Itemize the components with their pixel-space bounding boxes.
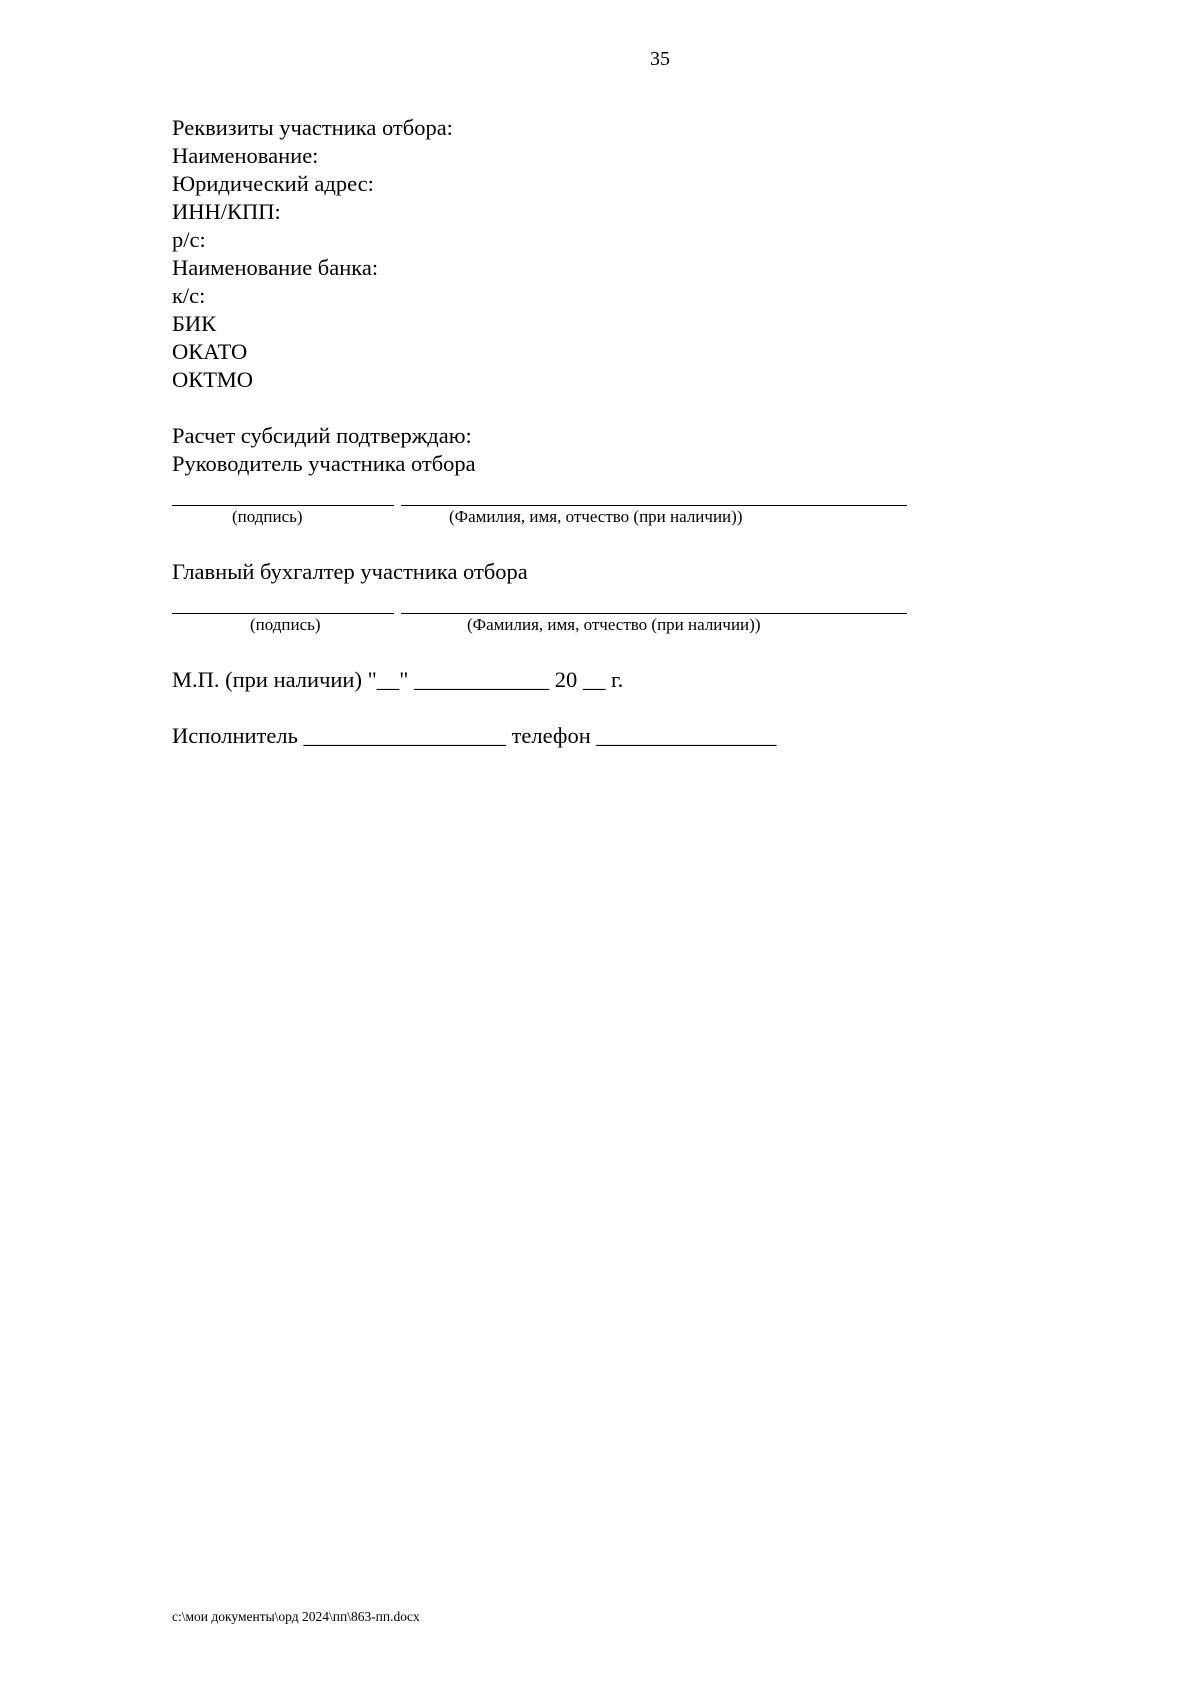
- spacer: [172, 394, 932, 422]
- spacer: [172, 694, 932, 722]
- requisites-list: [172, 142, 932, 394]
- requisites-heading: Реквизиты участника отбора:: [172, 115, 453, 140]
- page-number: 35: [650, 48, 670, 70]
- spacer: [172, 530, 932, 558]
- requisite-bik: БИК: [172, 311, 217, 336]
- requisite-okato: ОКАТО: [172, 339, 248, 364]
- accountant-caption-row: [172, 616, 907, 638]
- stamp-date-line: М.П. (при наличии) "__" ____________ 20 __ г.: [172, 667, 624, 692]
- requisite-name: Наименование:: [172, 143, 319, 168]
- requisite-settlement-account: р/с:: [172, 227, 206, 252]
- accountant-name-caption: (Фамилия, имя, отчество (при наличии)): [467, 615, 761, 634]
- requisite-oktmo: ОКТМО: [172, 367, 253, 392]
- accountant-signature-row: [172, 586, 907, 616]
- head-name-caption: (Фамилия, имя, отчество (при наличии)): [449, 507, 743, 526]
- head-caption-row: [172, 508, 907, 530]
- requisite-correspondent-account: к/с:: [172, 283, 206, 308]
- head-signature-caption: (подпись): [232, 507, 303, 526]
- requisite-bank-name: Наименование банка:: [172, 255, 379, 280]
- requisite-legal-address: Юридический адрес:: [172, 171, 374, 196]
- accountant-signature-caption: (подпись): [250, 615, 321, 634]
- spacer: [172, 638, 932, 666]
- footer-file-path: c:\мои документы\орд 2024\пп\863-пп.docx: [172, 1609, 420, 1624]
- requisite-inn-kpp: ИНН/КПП:: [172, 199, 281, 224]
- head-label: Руководитель участника отбора: [172, 451, 476, 476]
- confirmation-text: Расчет субсидий подтверждаю:: [172, 423, 472, 448]
- head-signature-row: [172, 478, 907, 508]
- document-body: [172, 114, 932, 750]
- executor-phone-line: Исполнитель __________________ телефон ________________: [172, 723, 777, 748]
- accountant-label: Главный бухгалтер участника отбора: [172, 559, 528, 584]
